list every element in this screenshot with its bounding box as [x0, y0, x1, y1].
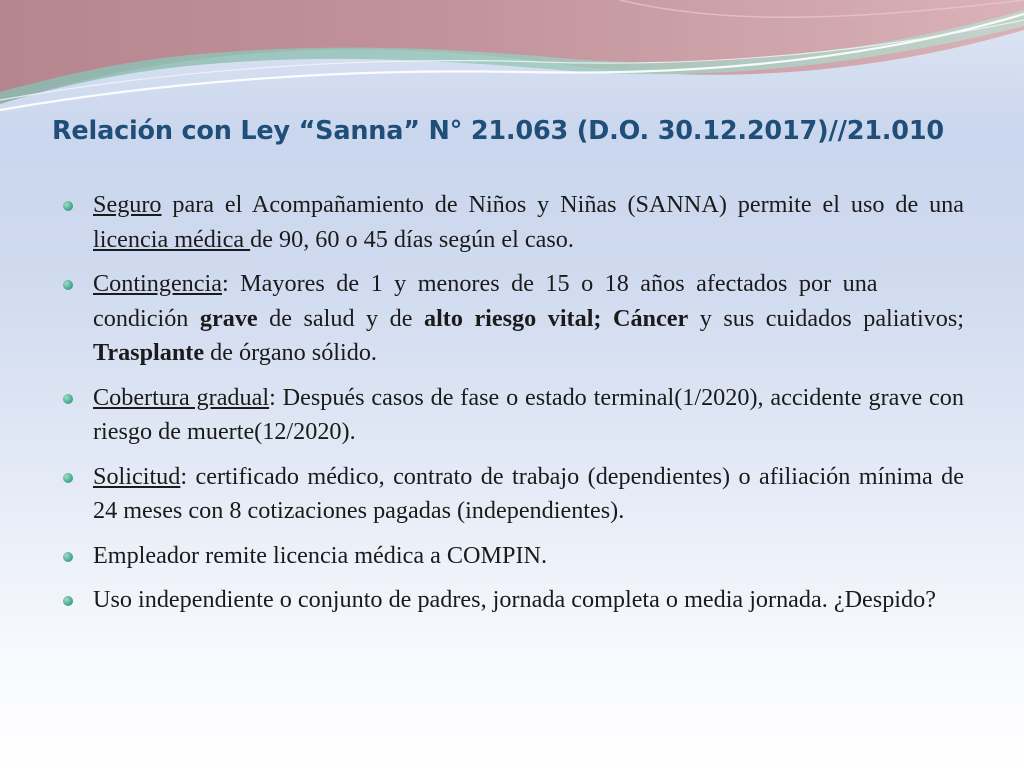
bullet-dot-icon [63, 473, 73, 483]
bullet-list [60, 188, 964, 628]
term-cobertura-gradual: Cobertura gradual [93, 383, 270, 411]
bullet-uso [60, 583, 964, 618]
term-contingencia: Contingencia [93, 270, 222, 297]
bullet-text: : certificado médico, contrato de trabajo (dependientes) o afiliación mínima de 24 meses con 8 cotizaciones pagadas (independientes). [93, 462, 964, 524]
bullet-dot-icon [63, 394, 73, 404]
bullet-text: para el Acompañamiento de Niños y Niñas (SANNA) permite el uso de una [161, 191, 964, 218]
bullet-empleador [60, 539, 964, 574]
bold-grave: grave [199, 304, 258, 332]
decorative-wave-header [0, 0, 1024, 130]
bullet-dot-icon [63, 552, 73, 562]
bullet-text: condición [93, 304, 200, 332]
bullet-cobertura [60, 381, 964, 450]
bullet-text: de 90, 60 o 45 días según el caso. [250, 225, 574, 253]
bullet-dot-icon [63, 280, 73, 290]
bold-alto-riesgo: alto riesgo vital; Cáncer [423, 304, 689, 332]
bullet-dot-icon [63, 201, 73, 211]
slide-title: Relación con Ley “Sanna” N° 21.063 (D.O. 30.12.2017)//21.010 [52, 116, 944, 146]
term-licencia-medica: licencia médica [93, 225, 251, 253]
term-solicitud: Solicitud [93, 462, 181, 490]
term-seguro: Seguro [93, 191, 162, 218]
bullet-text: Empleador remite licencia médica a COMPIN. [93, 541, 548, 569]
bullet-text: Uso independiente o conjunto de padres, jornada completa o media jornada. ¿Despido? [93, 586, 936, 613]
bullet-dot-icon [63, 596, 73, 606]
bullet-text: : Después casos de fase o estado terminal(1/2020), accidente grave con riesgo de muerte(12/2020). [93, 383, 964, 445]
bullet-text: de salud y de [257, 304, 424, 332]
bullet-text: de órgano sólido. [204, 339, 377, 366]
bullet-contingencia [60, 267, 964, 371]
bullet-seguro [60, 188, 964, 257]
bullet-text: : Mayores de 1 y menores de 15 o 18 años afectados por una [221, 270, 889, 297]
bold-trasplante: Trasplante [93, 339, 205, 366]
bullet-solicitud [60, 460, 964, 529]
bullet-text: y sus cuidados paliativos; [688, 304, 964, 332]
